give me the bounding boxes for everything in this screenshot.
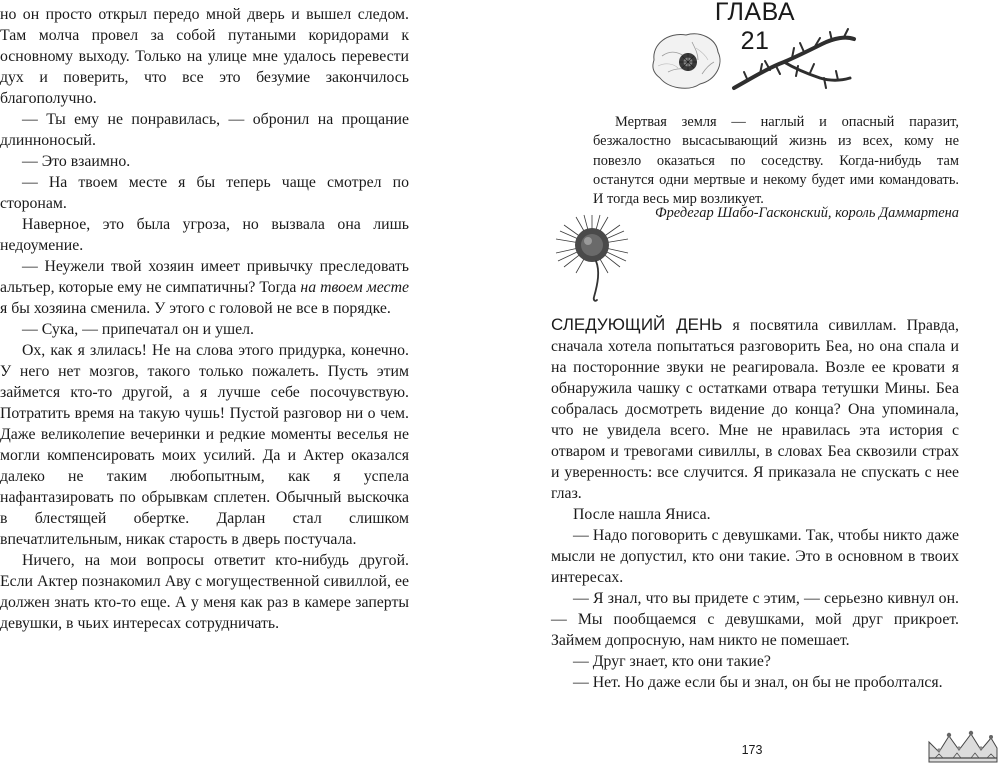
left-paragraph: — На твоем месте я бы теперь чаще смотрел по сторонам. — [0, 174, 409, 212]
crown-icon — [925, 728, 1000, 765]
chapter-title: ГЛАВА 21 — [714, 0, 796, 55]
left-paragraph — [0, 256, 409, 319]
left-page — [0, 0, 470, 765]
thistle-seedhead-icon — [552, 213, 632, 305]
paragraph-run: я бы хозяина сменила. У этого с головой не все в порядке. — [0, 300, 391, 317]
right-paragraph: — Я знал, что вы придете с этим, — серьезно кивнул он. — Мы пообщаемся с девушками, мой друг прикроет. Займем допросную, нам никто не помешает. — [551, 590, 959, 649]
right-paragraph: — Друг знает, кто они такие? — [573, 653, 771, 670]
left-paragraph: но он просто открыл передо мной дверь и вышел следом. Там молча провел за собой путаными коридорами к основному выходу. Только на улице мне удалось перевести дух и поверить, что все это безумие закончилось благополучно. — [0, 6, 409, 107]
right-page-text — [551, 314, 959, 693]
left-paragraph: — Сука, — припечатал он и ушел. — [22, 321, 254, 338]
left-paragraph: — Это взаимно. — [22, 153, 131, 170]
page-number: 173 — [741, 743, 763, 757]
chapter-lead-words: СЛЕДУЮЩИЙ ДЕНЬ — [551, 315, 723, 334]
right-page — [500, 0, 1000, 765]
left-page-text — [0, 4, 409, 634]
italic-phrase: на твоем месте — [300, 279, 409, 296]
epigraph-text: Мертвая земля — наглый и опасный паразит, безжалостно высасывающий жизнь из всех, кому не повезло оказаться по соседству. Когда-нибудь там останутся одни мертвые и некому будет ими командовать. И тогда весь мир возликует. — [593, 114, 959, 208]
epigraph-attribution: Фредегар Шабо-Гасконский, король Даммартена — [655, 205, 959, 221]
right-paragraph — [551, 314, 959, 504]
paragraph-run: — Неужели твой хозяин имеет привычку преследовать альтьер, которые ему не симпатичны? Тогда — [0, 258, 409, 296]
paragraph-run: я посвятила сивиллам. Правда, сначала хотела попытаться разговорить Беа, но она спала и на посторонние звуки не реагировала. Возле ее кровати я обнаружила чашку с остатками отвара тетушки Мины. Беа собралась досмотреть видение до конца? Она упоминала, что не увидела всего. Мне не нравилась эта история с отваром и тревогами сивиллы, в словах Беа сквозили страх и уверенность: все случится. Я приказала не спускать с нее глаз. — [551, 317, 959, 502]
poppy-flower-icon — [653, 34, 720, 88]
left-paragraph: — Ты ему не понравилась, — обронил на прощание длинноносый. — [0, 111, 409, 149]
right-paragraph: — Нет. Но даже если бы и знал, он бы не проболтался. — [573, 674, 943, 691]
right-paragraph: — Надо поговорить с девушками. Так, чтобы никто даже мысли не допустил, кто они такие. Это в основном в твоих интересах. — [551, 527, 959, 586]
left-paragraph: Ох, как я злилась! Не на слова этого придурка, конечно. У него нет мозгов, такого только пожалеть. Пусть этим займется кто-то другой, а я лучше себе посочувствую. Потратить время на такую чушь! Пустой разговор ни о чем. Даже великолепие вечеринки и редкие моменты веселья не могли компенсировать моих усилий. Да и Актер оказался далеко не таким любопытным, как я успела нафантазировать по обрывкам сплетен. Обычный выскочка в блестящей обертке. Дарлан стал слишком впечатлительным, никак старость в дверь постучала. — [0, 342, 409, 548]
left-paragraph: Ничего, на мои вопросы ответит кто-нибудь другой. Если Актер познакомил Аву с могущественной сивиллой, ее должен знать кто-то еще. А у меня как раз в камере заперты девушки, в чьих интересах сотрудничать. — [0, 552, 409, 632]
thorny-branch-icon — [734, 29, 854, 88]
right-paragraph: После нашла Яниса. — [573, 506, 711, 523]
poppy-thorn-ornament — [648, 26, 860, 98]
left-paragraph: Наверное, это была угроза, но вызвала она лишь недоумение. — [0, 216, 409, 254]
epigraph — [593, 113, 959, 209]
